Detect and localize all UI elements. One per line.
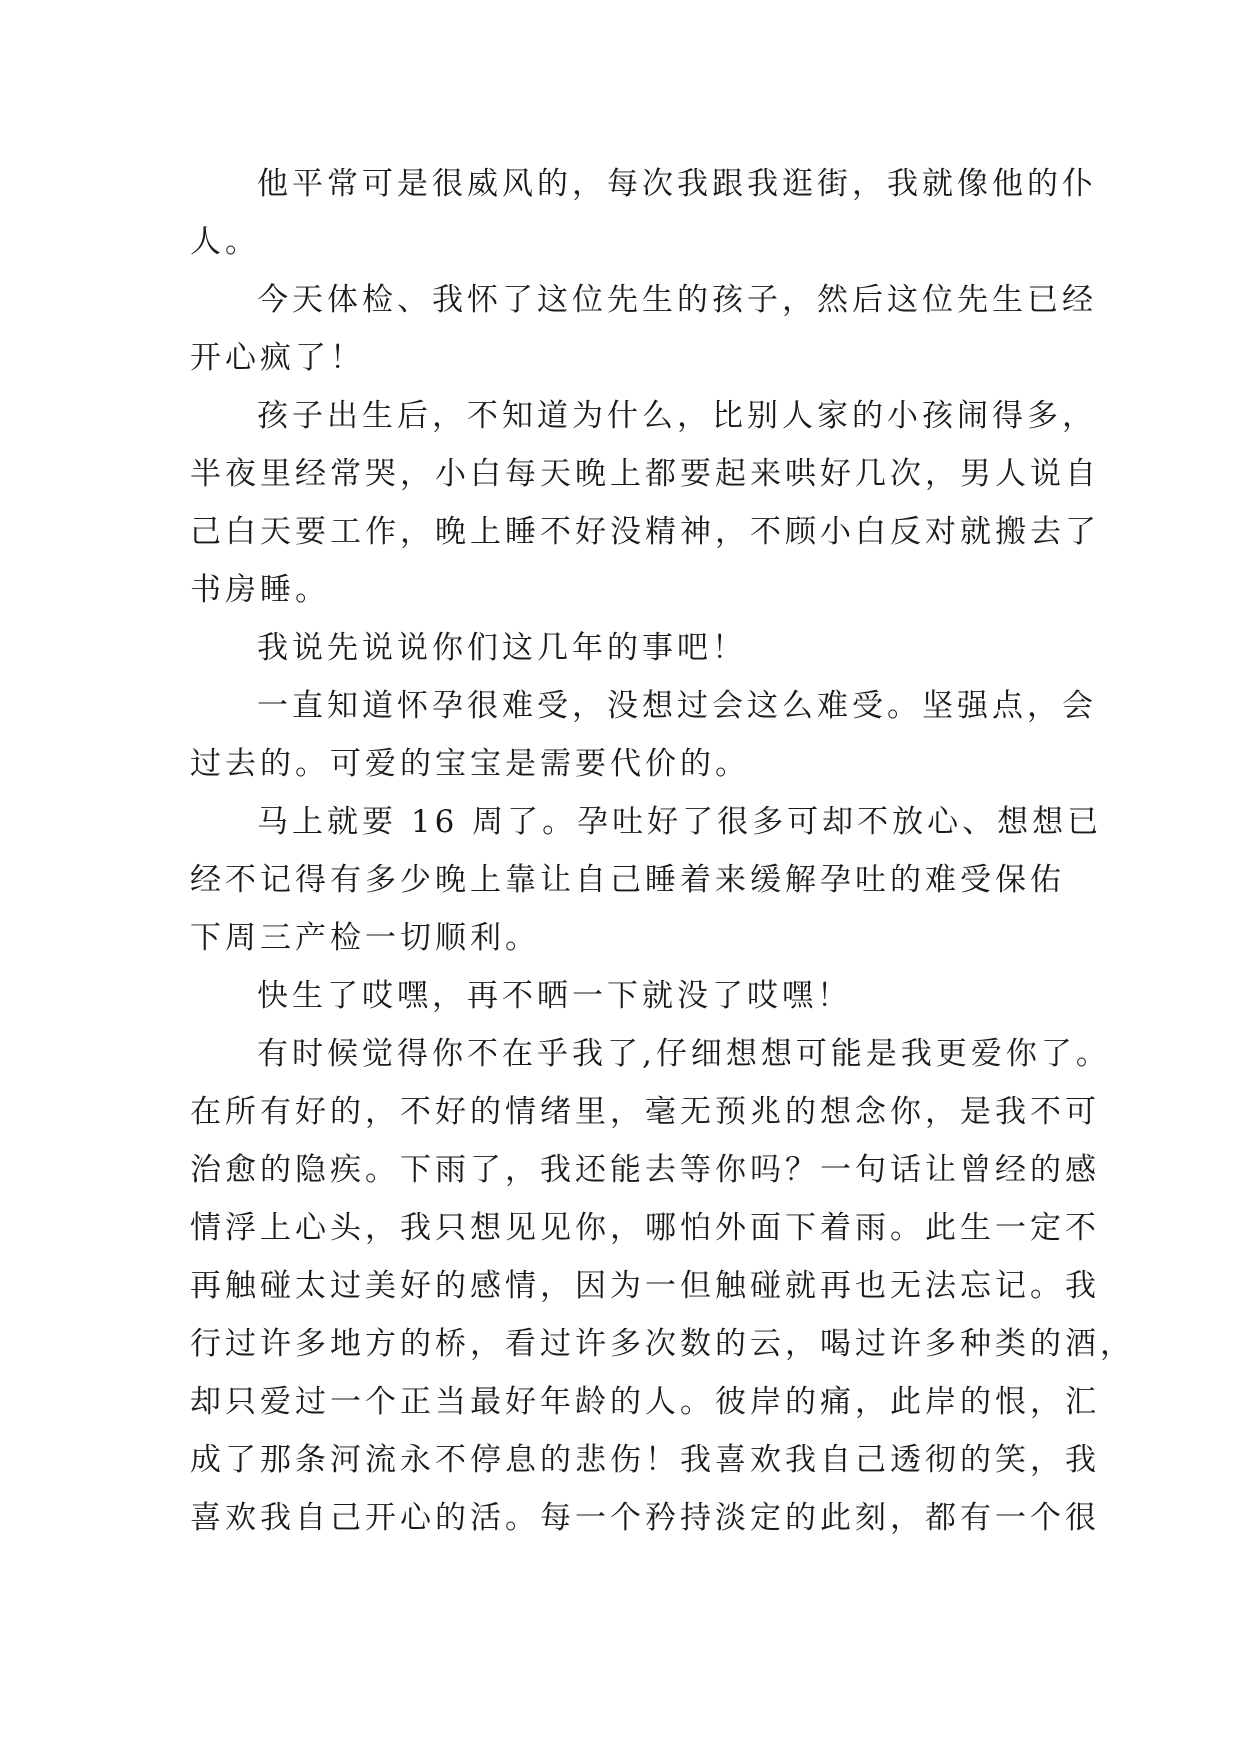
paragraph-line: 喜欢我自己开心的活。每一个矜持淡定的此刻，都有一个很 (190, 1500, 1100, 1536)
paragraph-line: 有时候觉得你不在乎我了,仔细想想可能是我更爱你了。 (257, 1036, 1111, 1072)
paragraph-line: 经不记得有多少晚上靠让自己睡着来缓解孕吐的难受保佑 (190, 862, 1065, 898)
paragraph-line: 一直知道怀孕很难受，没想过会这么难受。坚强点，会 (257, 688, 1097, 724)
paragraph (190, 967, 1070, 1025)
paragraph-line: 却只爱过一个正当最好年龄的人。彼岸的痛，此岸的恨，汇 (190, 1384, 1100, 1420)
paragraph-line: 下周三产检一切顺利。 (190, 920, 540, 956)
paragraph (190, 155, 1097, 271)
paragraph-line: 半夜里经常哭，小白每天晚上都要起来哄好几次，男人说自 (190, 456, 1100, 492)
paragraph-line: 人。 (190, 224, 260, 260)
paragraph (190, 1025, 1135, 1547)
paragraph-line: 治愈的隐疾。下雨了，我还能去等你吗？一句话让曾经的感 (190, 1152, 1100, 1188)
paragraph-line: 行过许多地方的桥，看过许多次数的云，喝过许多种类的酒， (190, 1326, 1135, 1362)
paragraph-line: 开心疯了！ (190, 340, 365, 376)
paragraph-line: 马上就要 16 周了。孕吐好了很多可却不放心、想想已 (257, 804, 1103, 840)
paragraph-line: 再触碰太过美好的感情，因为一但触碰就再也无法忘记。我 (190, 1268, 1100, 1304)
paragraph-line: 成了那条河流永不停息的悲伤！我喜欢我自己透彻的笑，我 (190, 1442, 1100, 1478)
document-body (190, 155, 1135, 1547)
paragraph-line: 在所有好的，不好的情绪里，毫无预兆的想念你，是我不可 (190, 1094, 1100, 1130)
paragraph-line: 过去的。可爱的宝宝是需要代价的。 (190, 746, 750, 782)
paragraph-line: 己白天要工作，晚上睡不好没精神，不顾小白反对就搬去了 (190, 514, 1100, 550)
paragraph-line: 今天体检、我怀了这位先生的孩子，然后这位先生已经 (257, 282, 1097, 318)
paragraph (190, 271, 1097, 387)
paragraph (190, 793, 1103, 967)
paragraph (190, 677, 1097, 793)
paragraph (190, 619, 1070, 677)
paragraph-line: 情浮上心头，我只想见见你，哪怕外面下着雨。此生一定不 (190, 1210, 1100, 1246)
paragraph-line: 孩子出生后，不知道为什么，比别人家的小孩闹得多， (257, 398, 1097, 434)
paragraph-line: 快生了哎嘿，再不晒一下就没了哎嘿！ (257, 978, 852, 1014)
paragraph-line: 他平常可是很威风的，每次我跟我逛街，我就像他的仆 (257, 166, 1097, 202)
paragraph-line: 书房睡。 (190, 572, 330, 608)
paragraph (190, 387, 1100, 619)
paragraph-line: 我说先说说你们这几年的事吧！ (257, 630, 747, 666)
